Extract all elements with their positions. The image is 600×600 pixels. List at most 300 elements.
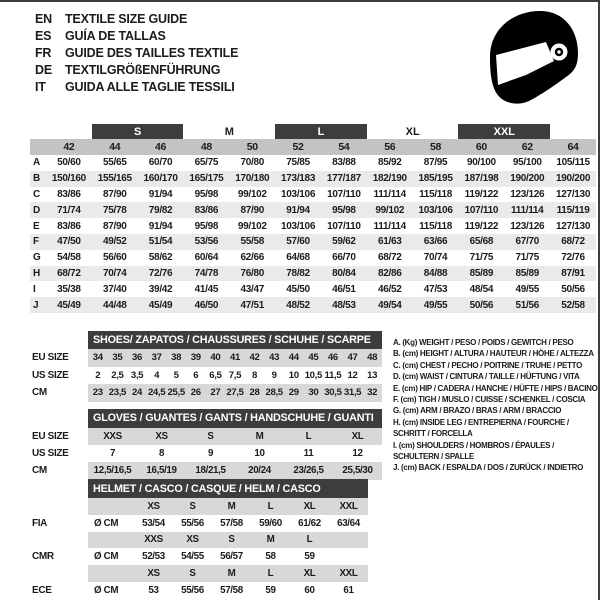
legend-item: B. (cm) HEIGHT / ALTURA / HAUTEUR / HÖHE / ALTEZZA	[393, 349, 594, 359]
value-cell: 24,5	[147, 384, 167, 402]
value-cell: XS	[134, 565, 173, 582]
value-cell: 31,5	[343, 384, 363, 402]
size-value: 68/72	[46, 266, 92, 282]
language-code: FR	[35, 46, 52, 60]
value-cell: XS	[134, 498, 173, 515]
size-value: 51/54	[138, 234, 184, 250]
size-value: 170/180	[229, 171, 275, 187]
value-cell: 2	[95, 369, 101, 381]
size-value: 105/115	[556, 157, 590, 169]
value-cell: 6	[193, 369, 199, 381]
row-letter-b: B	[30, 171, 46, 187]
value-cell: XL	[290, 498, 329, 515]
size-value: 185/195	[413, 171, 459, 187]
size-col-48: 48	[183, 139, 229, 155]
size-value: 87/90	[102, 188, 127, 200]
row-letter-c: C	[33, 188, 40, 200]
size-col-60: 60	[458, 139, 504, 155]
row-label-cmr: CMR	[32, 551, 54, 563]
size-value: 87/95	[423, 157, 448, 169]
size-value: 115/119	[550, 202, 596, 218]
helmet-table-title: HELMET / CASCO / CASQUE / HELM / CASCO	[88, 479, 368, 498]
size-value: 74/78	[183, 266, 229, 282]
language-code: EN	[35, 12, 52, 26]
value-cell: 28	[245, 384, 265, 402]
value-cell	[329, 548, 368, 565]
size-value: 115/118	[419, 188, 453, 200]
value-cell: 52/53	[142, 551, 165, 563]
value-cell: 11	[303, 447, 314, 459]
size-value: 111/114	[373, 188, 406, 200]
size-value: 47/53	[423, 283, 448, 295]
language-row-it	[35, 79, 238, 96]
size-col-56: 56	[367, 139, 413, 155]
size-col-42: 42	[46, 139, 92, 155]
row-letter-i: I	[33, 283, 36, 295]
size-value: 123/126	[510, 220, 545, 232]
size-value: 68/72	[550, 234, 596, 250]
language-title: TEXTILE SIZE GUIDE	[65, 12, 188, 26]
value-cell: 57/58	[220, 517, 243, 529]
value-cell: Ø CM	[94, 584, 119, 596]
value-cell: 9	[271, 369, 277, 381]
value-cell: 10	[288, 369, 299, 381]
value-cell: XXL	[329, 498, 368, 515]
size-value: 84/88	[413, 266, 459, 282]
value-cell: 6,5	[209, 369, 222, 381]
value-cell: 32	[362, 384, 382, 402]
value-cell: 5	[173, 369, 179, 381]
size-value: 99/102	[237, 220, 267, 232]
size-value: 95/100	[512, 157, 542, 169]
size-value: 85/92	[377, 157, 402, 169]
helmet-icon	[486, 7, 582, 109]
size-value: 49/55	[515, 283, 539, 295]
value-cell: 61	[343, 584, 354, 596]
size-value: 119/122	[464, 220, 499, 232]
size-value: 70/74	[423, 252, 448, 264]
language-title: GUIDE DES TAILLES TEXTILE	[65, 46, 239, 60]
band-spacer	[30, 479, 88, 498]
value-cell: 54/55	[181, 551, 204, 563]
size-value: 50/56	[458, 297, 504, 313]
gloves-table-title: GLOVES / GUANTES / GANTS / HANDSCHUHE / GUANTI	[88, 409, 382, 428]
size-value: 173/183	[275, 171, 321, 187]
helmet-table	[30, 479, 368, 599]
value-cell: XS	[173, 532, 212, 549]
size-group-spacer	[30, 124, 92, 139]
value-cell	[88, 565, 134, 582]
legend-item: E. (cm) HIP / CADERA / HANCHE / HÜFTE / HIPS / BACINO	[393, 383, 598, 393]
size-value: 35/38	[57, 283, 81, 295]
size-value: 190/200	[504, 171, 550, 187]
size-value: 60/70	[148, 157, 173, 169]
value-cell: 23,5	[108, 384, 128, 402]
size-value: 95/98	[194, 220, 219, 232]
value-cell: 11,5	[324, 369, 342, 381]
size-value: 49/55	[413, 297, 459, 313]
size-value: 55/58	[229, 234, 275, 250]
size-value: 45/49	[138, 297, 184, 313]
size-value: 182/190	[367, 171, 413, 187]
row-label-empty	[30, 565, 88, 582]
value-cell: S	[212, 532, 251, 549]
size-value: 165/175	[183, 171, 229, 187]
value-cell: 12	[352, 447, 363, 459]
size-group-m: M	[224, 125, 234, 138]
size-value: 91/94	[148, 188, 173, 200]
value-cell: 38	[166, 349, 186, 367]
value-cell: M	[251, 532, 290, 549]
size-value: 150/160	[46, 171, 92, 187]
size-col-44: 44	[92, 139, 138, 155]
value-cell: 26	[186, 384, 206, 402]
value-cell: XXS	[88, 428, 137, 445]
value-cell: 8	[252, 369, 258, 381]
size-value: 57/60	[275, 234, 321, 250]
size-value: 76/80	[229, 266, 275, 282]
value-cell: 58	[265, 551, 276, 563]
size-value: 71/74	[46, 202, 92, 218]
value-cell: M	[212, 498, 251, 515]
value-cell: 34	[88, 349, 108, 367]
size-value: 80/84	[321, 266, 367, 282]
size-value: 127/130	[556, 220, 591, 232]
shoes-table-title: SHOES/ ZAPATOS / CHAUSSURES / SCHUHE / SCARPE	[88, 331, 382, 349]
size-value: 47/50	[46, 234, 92, 250]
size-value: 45/49	[46, 297, 92, 313]
row-letter-j: J	[30, 297, 46, 313]
value-cell: 42	[245, 349, 265, 367]
size-value: 65/75	[194, 157, 219, 169]
size-group-xxl: XXL	[458, 124, 550, 139]
value-cell: 2,5	[111, 369, 124, 381]
size-value: 44/48	[92, 297, 138, 313]
size-group-xl: XL	[405, 125, 420, 138]
size-value: 111/114	[373, 220, 406, 232]
size-value: 71/75	[515, 252, 539, 264]
size-value: 39/42	[148, 283, 173, 295]
value-cell: M	[235, 428, 284, 445]
size-value: 123/126	[510, 188, 545, 200]
size-value: 59/62	[321, 234, 367, 250]
value-cell: 27,5	[225, 384, 245, 402]
size-value: 119/122	[464, 188, 499, 200]
size-value: 72/76	[138, 266, 184, 282]
size-value: 70/80	[240, 157, 264, 169]
size-value: 87/90	[102, 220, 127, 232]
language-titles	[35, 11, 238, 96]
value-cell: L	[284, 428, 333, 445]
size-value: 103/106	[281, 220, 316, 232]
value-cell: 59	[265, 584, 276, 596]
value-cell: 39	[186, 349, 206, 367]
size-value: 41/45	[194, 283, 219, 295]
size-value: 99/102	[367, 202, 413, 218]
size-value: 83/86	[183, 202, 229, 218]
size-value: 75/78	[92, 202, 138, 218]
value-cell: 55/56	[181, 517, 204, 529]
size-value: 56/60	[102, 252, 127, 264]
value-cell	[329, 532, 368, 549]
value-cell: XL	[333, 428, 382, 445]
size-value: 46/50	[183, 297, 229, 313]
size-value: 107/110	[458, 202, 504, 218]
value-cell	[88, 532, 134, 549]
legend-item: G. (cm) ARM / BRAZO / BRAS / ARM / BRACCIO	[393, 406, 562, 416]
value-cell: 28,5	[264, 384, 284, 402]
language-row-es	[35, 28, 238, 45]
size-value: 160/170	[138, 171, 184, 187]
size-value: 63/66	[413, 234, 459, 250]
value-cell: 16,5/19	[137, 462, 186, 480]
gloves-table	[30, 409, 382, 480]
value-cell: 46	[323, 349, 343, 367]
size-value: 37/40	[102, 283, 127, 295]
size-value: 66/70	[332, 252, 356, 264]
value-cell: L	[251, 565, 290, 582]
row-letter-a: A	[33, 157, 40, 169]
size-value: 62/66	[240, 252, 264, 264]
value-cell: 23	[88, 384, 108, 402]
value-cell: 56/57	[220, 551, 243, 563]
size-value: 111/114	[504, 202, 550, 218]
size-value: 48/53	[321, 297, 367, 313]
size-col-64: 64	[550, 139, 596, 155]
size-value: 67/70	[504, 234, 550, 250]
size-value: 177/187	[321, 171, 367, 187]
size-value: 87/91	[550, 266, 596, 282]
value-cell: 25,5	[166, 384, 186, 402]
value-cell: XXL	[329, 565, 368, 582]
size-value: 64/68	[286, 252, 310, 264]
size-group-l: L	[275, 124, 367, 139]
legend-item: A. (Kg) WEIGHT / PESO / POIDS / GEWITCH / PESO	[393, 338, 574, 347]
size-value: 91/94	[275, 202, 321, 218]
value-cell: 55/56	[181, 584, 204, 596]
value-cell: Ø CM	[94, 517, 119, 529]
value-cell: 63/64	[337, 517, 360, 529]
size-group-spacer	[550, 124, 596, 139]
size-value: 54/58	[57, 252, 81, 264]
value-cell: S	[186, 428, 235, 445]
size-value: 82/86	[367, 266, 413, 282]
value-cell: 25,5/30	[333, 462, 382, 480]
size-value: 49/52	[92, 234, 138, 250]
value-cell: 36	[127, 349, 147, 367]
value-cell: XS	[137, 428, 186, 445]
value-cell	[88, 498, 134, 515]
value-cell: 9	[207, 447, 214, 459]
size-value: 47/51	[229, 297, 275, 313]
size-value: 72/76	[561, 252, 585, 264]
size-value: 95/98	[194, 188, 219, 200]
language-row-en	[35, 11, 238, 28]
value-cell: 43	[264, 349, 284, 367]
value-cell: 53	[148, 584, 159, 596]
size-value: 79/82	[138, 202, 184, 218]
size-value: 91/94	[148, 220, 173, 232]
value-cell: L	[290, 532, 329, 549]
row-label-eu-size: EU SIZE	[32, 352, 69, 364]
legend-item: F. (cm) TIGH / MUSLO / CUISSE / SCHENKEL / COSCIA	[393, 395, 586, 405]
shoes-table	[30, 331, 382, 402]
size-value: 103/106	[413, 202, 459, 218]
size-value: 55/65	[102, 157, 127, 169]
size-value: 68/72	[377, 252, 402, 264]
size-value: 75/85	[286, 157, 310, 169]
value-cell: 60	[304, 584, 315, 596]
legend-item: C. (cm) CHEST / PECHO / POITRINE / TRUHE / PETTO	[393, 360, 583, 370]
value-cell: XXS	[134, 532, 173, 549]
row-label-us-size: US SIZE	[32, 447, 69, 459]
size-col-52: 52	[275, 139, 321, 155]
size-col-62: 62	[504, 139, 550, 155]
size-col-46: 46	[138, 139, 184, 155]
value-cell: Ø CM	[94, 551, 119, 563]
row-letter-h: H	[30, 266, 46, 282]
language-row-fr	[35, 45, 238, 62]
size-value: 95/98	[321, 202, 367, 218]
band-spacer	[30, 409, 88, 428]
size-value: 78/82	[275, 266, 321, 282]
size-value: 99/102	[237, 188, 267, 200]
value-cell: 47	[343, 349, 363, 367]
language-code: DE	[35, 63, 52, 77]
value-cell: M	[212, 565, 251, 582]
size-col-50: 50	[229, 139, 275, 155]
size-col-54: 54	[321, 139, 367, 155]
value-cell: 57/58	[220, 584, 243, 596]
size-value: 90/100	[467, 157, 496, 169]
value-cell: 10	[254, 447, 265, 459]
size-value: 60/64	[194, 252, 219, 264]
value-cell: 20/24	[235, 462, 284, 480]
value-cell: 3,5	[130, 369, 144, 381]
size-value: 45/50	[286, 283, 310, 295]
size-value: 65/68	[458, 234, 504, 250]
size-value: 107/110	[327, 220, 361, 232]
value-cell: S	[173, 498, 212, 515]
value-cell: 13	[367, 369, 378, 381]
legend-item: J. (cm) BACK / ESPALDA / DOS / ZURÜCK / INDIETRO	[393, 463, 584, 473]
value-cell: 44	[284, 349, 304, 367]
language-code: IT	[35, 80, 46, 94]
value-cell: 61/62	[298, 517, 321, 529]
value-cell: 27	[206, 384, 226, 402]
language-row-de	[35, 62, 238, 79]
size-value: 83/86	[57, 188, 81, 200]
value-cell: 10,5	[304, 369, 322, 381]
language-code: ES	[35, 29, 52, 43]
measurement-legend	[393, 337, 599, 474]
value-cell: L	[251, 498, 290, 515]
value-cell: 24	[127, 384, 147, 402]
legend-item: D. (cm) WAIST / CINTURA / TAILLE / HÜFTUNG / VITA	[393, 372, 580, 382]
size-value: 85/89	[458, 266, 504, 282]
size-value: 83/86	[57, 220, 81, 232]
value-cell: 53/54	[142, 517, 165, 529]
size-value: 61/63	[367, 234, 413, 250]
value-cell: 12,5/16,5	[88, 462, 137, 480]
size-col-58: 58	[413, 139, 459, 155]
size-value: 71/75	[469, 252, 494, 264]
size-value: 51/56	[504, 297, 550, 313]
size-value: 85/89	[504, 266, 550, 282]
value-cell: 23/26,5	[284, 462, 333, 480]
language-title: GUIDA ALLE TAGLIE TESSILI	[65, 80, 235, 94]
size-value: 127/130	[556, 188, 591, 200]
value-cell: 7	[109, 447, 116, 459]
legend-item: H. (cm) INSIDE LEG / ENTREPIERNA / FOURCHE / SCHRITT / FORCELLA	[393, 417, 569, 439]
size-value: 107/110	[327, 188, 361, 200]
value-cell: 30,5	[323, 384, 343, 402]
band-spacer	[30, 331, 88, 349]
value-cell: 12	[347, 369, 358, 381]
row-label-cm: CM	[32, 387, 47, 399]
size-group-s: S	[92, 124, 184, 139]
row-letter-d: D	[30, 202, 46, 218]
size-value: 115/118	[419, 220, 453, 232]
value-cell: 59	[304, 551, 315, 563]
row-label-cm: CM	[32, 465, 47, 476]
size-value: 83/88	[332, 157, 356, 169]
language-title: GUÍA DE TALLAS	[65, 29, 166, 43]
value-cell: 29	[284, 384, 304, 402]
value-cell: 45	[304, 349, 324, 367]
value-cell: 8	[158, 447, 165, 459]
row-label-empty	[30, 498, 88, 515]
language-title: TEXTILGRÖßENFÜHRUNG	[65, 63, 221, 77]
value-cell: 59/60	[259, 517, 282, 529]
value-cell: 30	[304, 384, 324, 402]
value-cell: S	[173, 565, 212, 582]
size-value: 50/60	[57, 157, 81, 169]
value-cell: 48	[362, 349, 382, 367]
value-cell: 41	[225, 349, 245, 367]
size-value: 48/54	[469, 283, 494, 295]
size-value: 46/51	[332, 283, 356, 295]
value-cell: 18/21,5	[186, 462, 235, 480]
size-value: 50/56	[561, 283, 585, 295]
size-value: 53/56	[183, 234, 229, 250]
row-label-eu-size: EU SIZE	[32, 430, 69, 442]
row-letter-g: G	[33, 252, 41, 264]
size-value: 70/74	[92, 266, 138, 282]
value-cell: 37	[147, 349, 167, 367]
size-value: 43/47	[240, 283, 264, 295]
value-cell: 40	[206, 349, 226, 367]
value-cell: 4	[154, 369, 160, 381]
row-label-empty	[30, 532, 88, 549]
size-value: 46/52	[377, 283, 402, 295]
row-label-ece: ECE	[32, 584, 52, 596]
legend-item: I. (cm) SHOULDERS / HOMBROS / ÉPAULES / SCHULTERN / SPALLE	[393, 440, 555, 462]
value-cell: 35	[108, 349, 128, 367]
value-cell: 7,5	[228, 369, 242, 381]
row-letter-e: E	[33, 220, 40, 232]
textile-size-table	[30, 124, 596, 313]
row-letter-f: F	[30, 234, 46, 250]
size-value: 103/106	[281, 188, 316, 200]
size-value: 187/198	[458, 171, 504, 187]
value-cell: XL	[290, 565, 329, 582]
size-value: 155/165	[92, 171, 138, 187]
size-col-spacer	[30, 139, 46, 155]
size-value: 190/200	[550, 171, 596, 187]
row-label-us-size: US SIZE	[32, 369, 69, 381]
size-value: 52/58	[550, 297, 596, 313]
